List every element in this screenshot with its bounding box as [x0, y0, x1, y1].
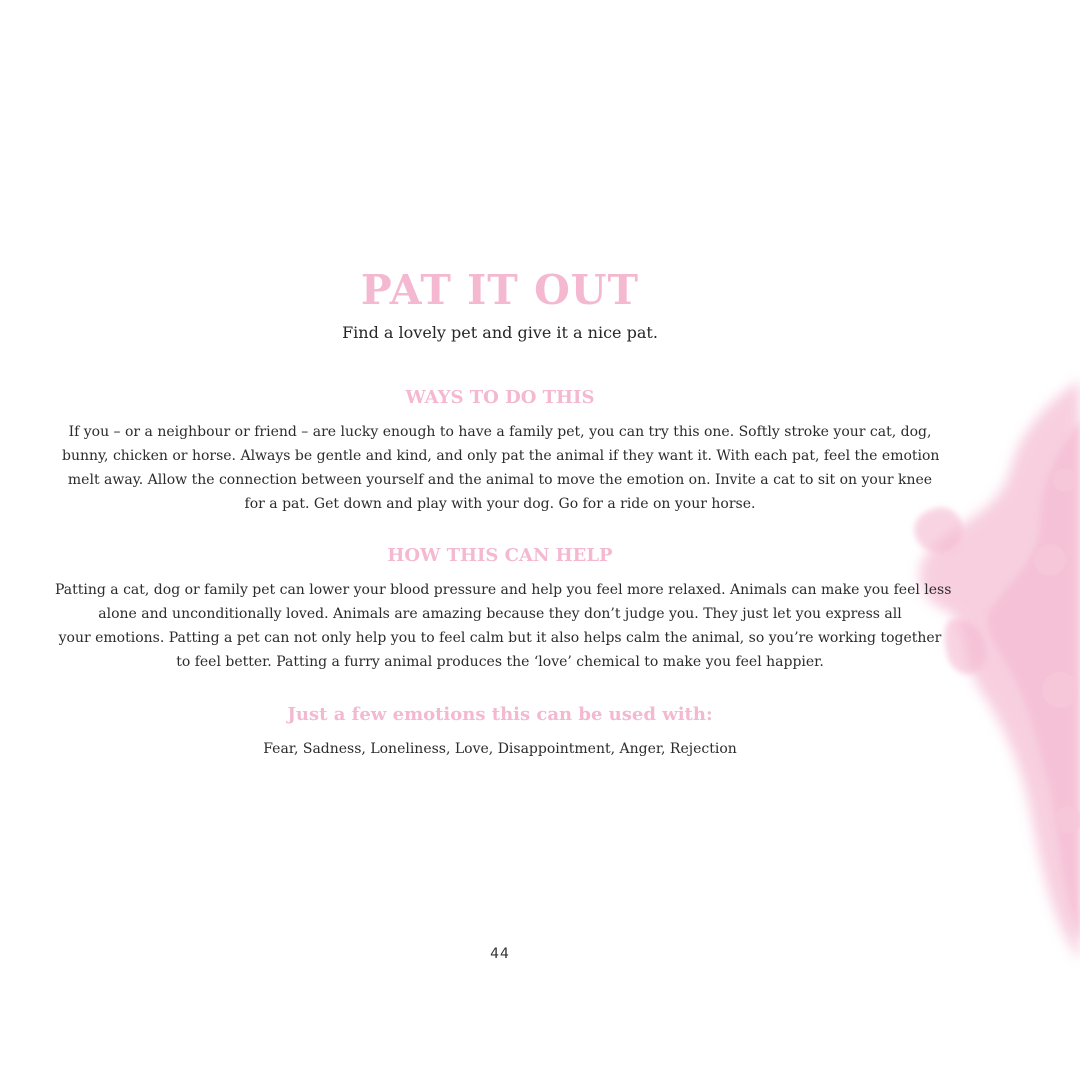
help-heading: HOW THIS CAN HELP	[387, 545, 613, 566]
ways-heading: WAYS TO DO THIS	[405, 387, 595, 408]
ways-line: bunny, chicken or horse. Always be gentle and kind, and only pat the animal if they want it. With each pat, feel the emotion	[62, 448, 940, 464]
page-number: 44	[490, 946, 510, 962]
help-line: Patting a cat, dog or family pet can lower your blood pressure and help you feel more relaxed. Animals can make you feel less	[55, 582, 952, 598]
ways-line: for a pat. Get down and play with your dog. Go for a ride on your horse.	[244, 496, 756, 512]
page-title: PAT IT OUT	[360, 266, 640, 314]
help-line: alone and unconditionally loved. Animals are amazing because they don’t judge you. They just let you express all	[98, 606, 902, 622]
emotions-list: Fear, Sadness, Loneliness, Love, Disappointment, Anger, Rejection	[263, 741, 737, 757]
ways-line: melt away. Allow the connection between yourself and the animal to move the emotion on. Invite a cat to sit on your knee	[67, 472, 933, 488]
page-subtitle: Find a lovely pet and give it a nice pat.	[342, 323, 658, 342]
help-line: to feel better. Patting a furry animal produces the ‘love’ chemical to make you feel happier.	[176, 654, 824, 670]
help-line: your emotions. Patting a pet can not only help you to feel calm but it also helps calm the animal, so you’re working together	[58, 630, 942, 646]
ways-line: If you – or a neighbour or friend – are lucky enough to have a family pet, you can try this one. Softly stroke your cat, dog,	[68, 424, 932, 440]
ways-paragraph	[62, 420, 938, 516]
emotions-heading: Just a few emotions this can be used with:	[287, 704, 713, 725]
help-paragraph	[55, 578, 952, 674]
